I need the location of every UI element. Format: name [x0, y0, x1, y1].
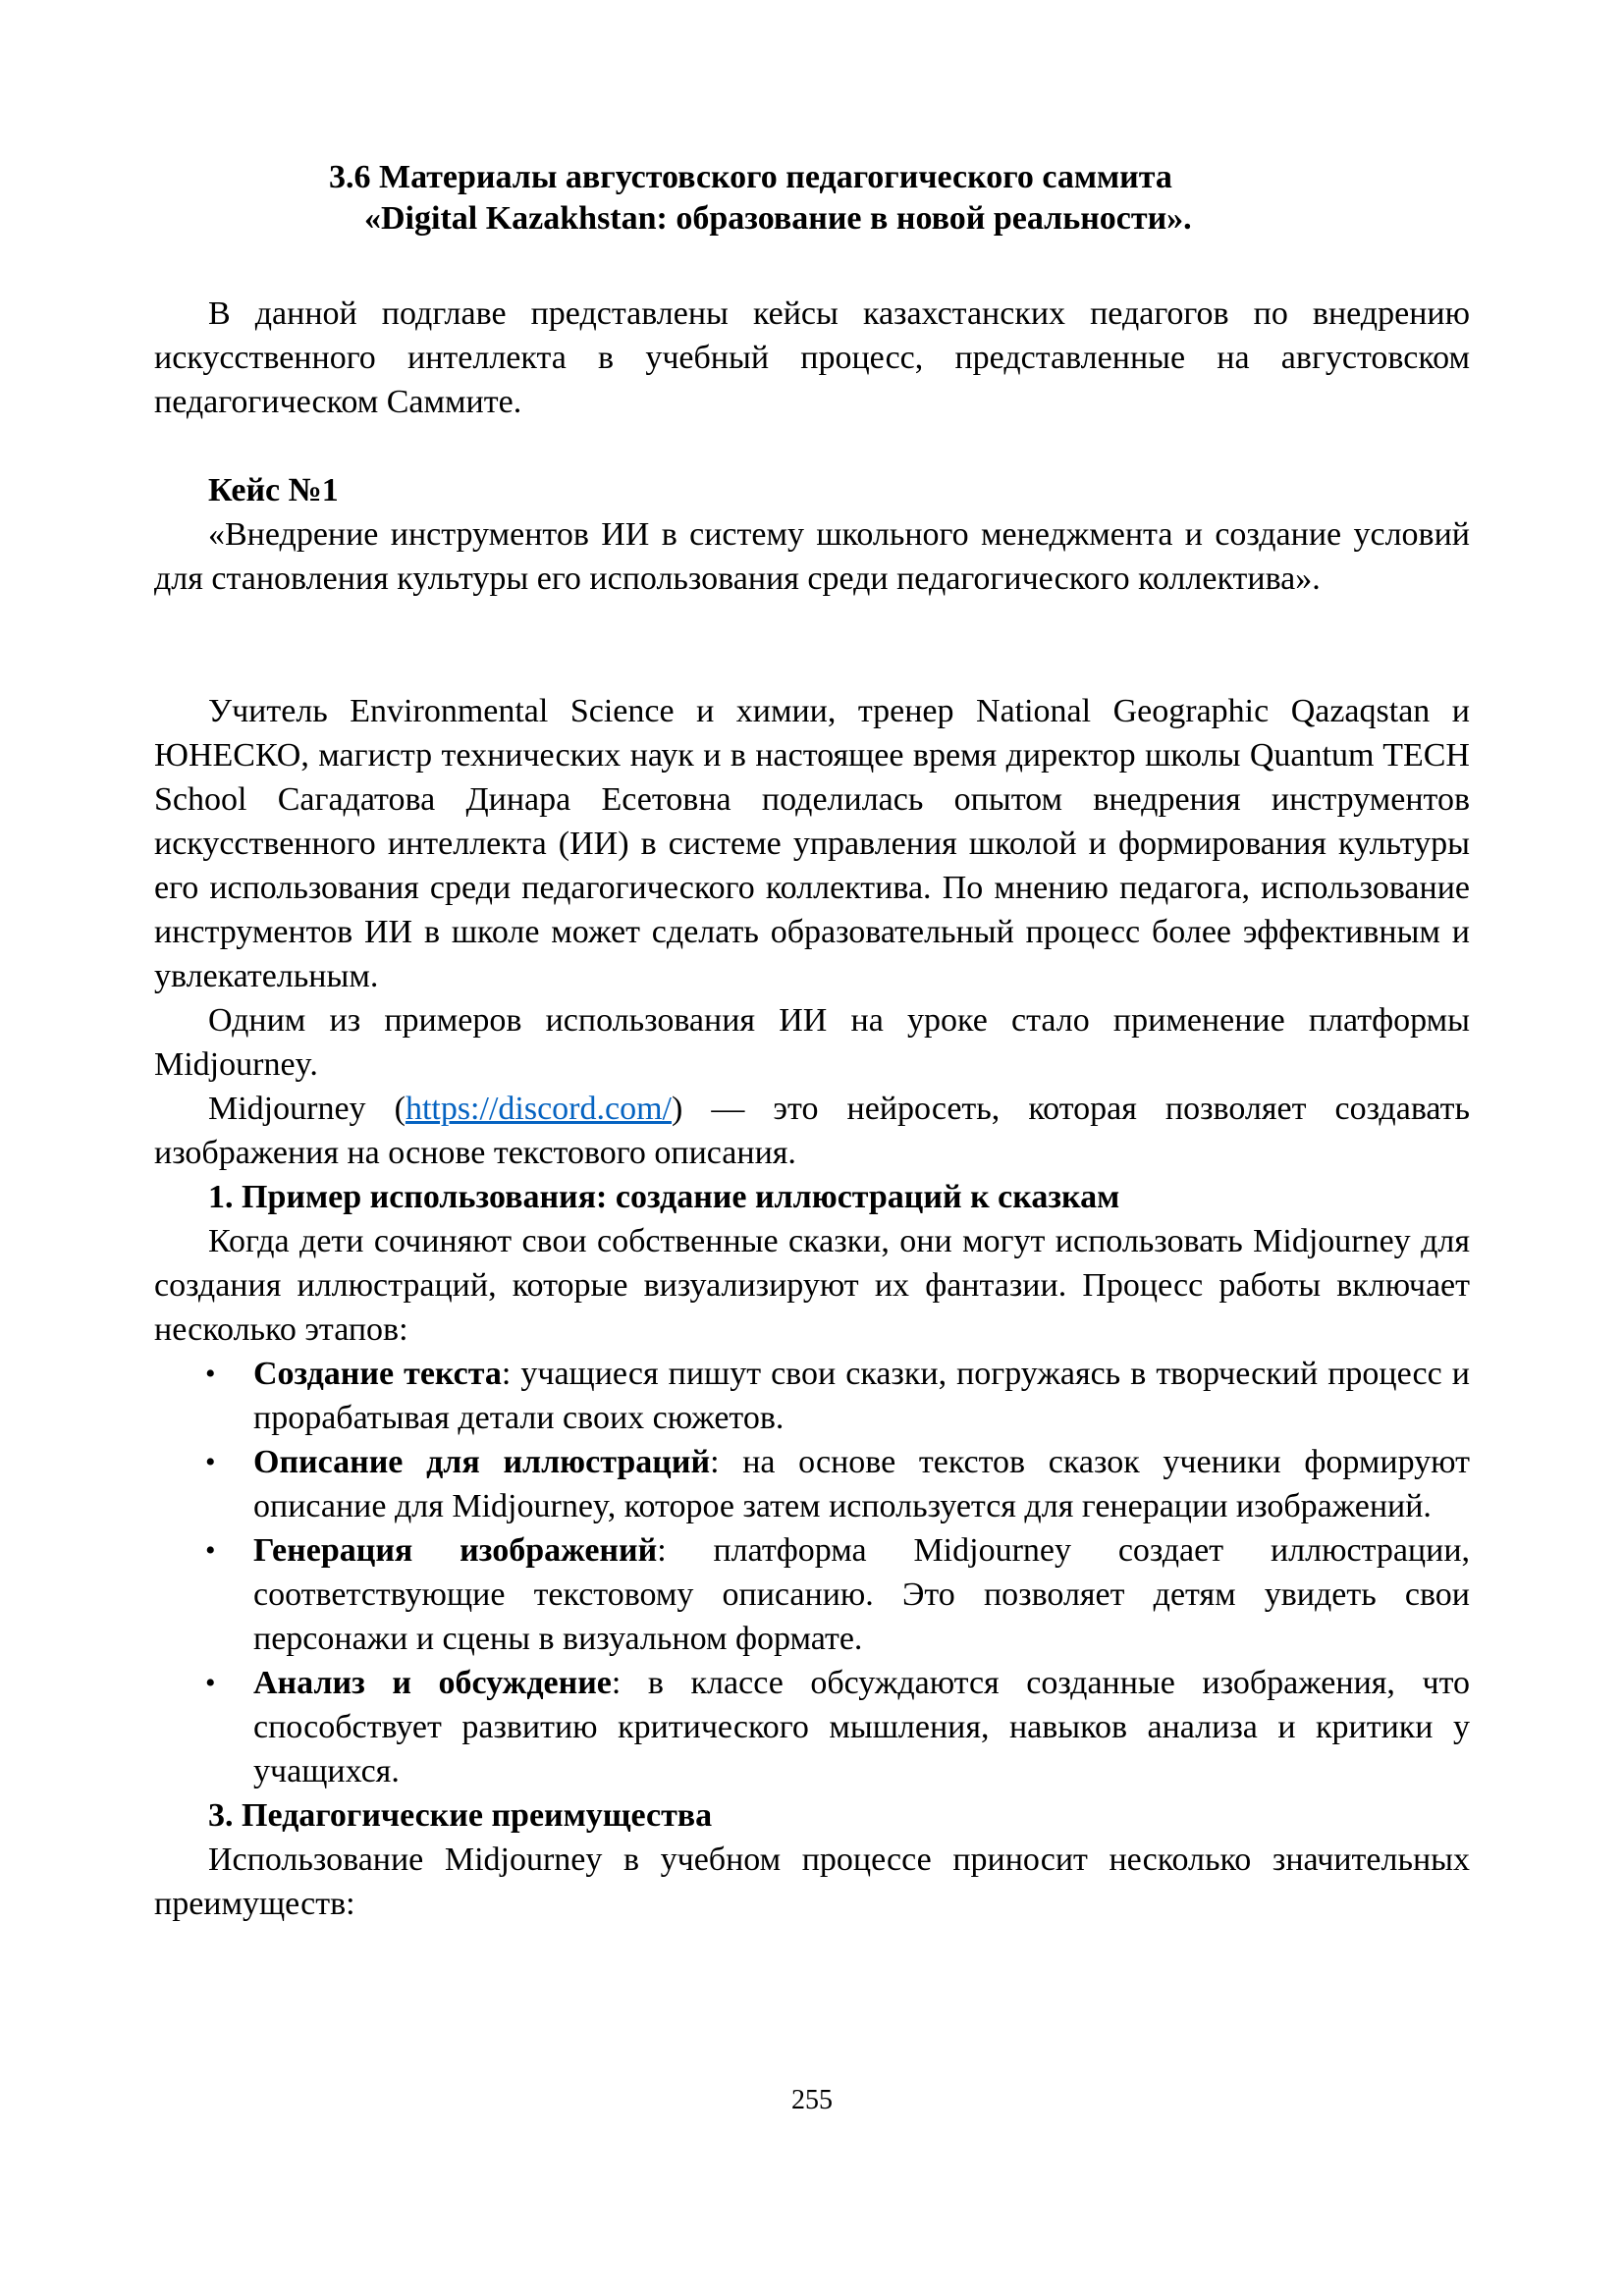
steps-list — [154, 1352, 1470, 1793]
case1-body-block — [154, 689, 1470, 1926]
list-item-text: : в классе обсуждаются созданные изображения, что способствует развитию критического мышления, навыков анализа и критики у учащихся. — [253, 1665, 1470, 1789]
list-item-text: : учащиеся пишут свои сказки, погружаясь в творческий процесс и прорабатывая детали своих сюжетов. — [253, 1356, 1470, 1436]
list-item-term: Создание текста — [253, 1356, 502, 1392]
example-intro-paragraph: Одним из примеров использования ИИ на уроке стало применение платформы Midjourney. — [154, 1002, 1470, 1083]
case-topic: «Внедрение инструментов ИИ в систему школьного менеджмента и создание условий для становления культуры его использования среди педагогического коллектива». — [154, 516, 1470, 597]
section-title — [154, 157, 1470, 240]
subsection3-heading: 3. Педагогические преимущества — [208, 1797, 713, 1834]
list-item-term: Генерация изображений — [253, 1532, 658, 1569]
page-number: 255 — [791, 2085, 833, 2115]
bio-paragraph: Учитель Environmental Science и химии, тренер National Geographic Qazaqstan и ЮНЕСКО, магистр технических наук и в настоящее время директор школы Quantum TECH School Сагадатова Динара Есетовна поделилась опытом внедрения инструментов искусственного интеллекта (ИИ) в системе управления школой и формирования культуры его использования среди педагогического коллектива. По мнению педагога, использование инструментов ИИ в школе может сделать образовательный процесс более эффективным и увлекательным. — [154, 693, 1470, 994]
section-title-line1: 3.6 Материалы августовского педагогического саммита — [329, 159, 1172, 195]
list-item-term: Описание для иллюстраций — [253, 1444, 711, 1480]
subsection3-paragraph: Использование Midjourney в учебном процессе приносит несколько значительных преимуществ: — [154, 1842, 1470, 1922]
list-item — [154, 1352, 1470, 1440]
midjourney-definition — [154, 1087, 1470, 1175]
list-item-term: Анализ и обсуждение — [253, 1665, 612, 1701]
midjourney-def-suffix: ) — это нейросеть, которая позволяет создавать изображения на основе текстового описания. — [154, 1091, 1471, 1171]
bullet-dot-icon: • — [205, 1446, 216, 1478]
bullet-dot-icon: • — [205, 1667, 216, 1699]
section-title-line2: «Digital Kazakhstan: образование в новой реальности». — [364, 200, 1192, 237]
list-item — [154, 1440, 1470, 1528]
case-heading: Кейс №1 — [208, 472, 339, 508]
bullet-dot-icon: • — [205, 1358, 216, 1390]
list-item — [154, 1528, 1470, 1661]
subsection1-paragraph: Когда дети сочиняют свои собственные сказки, они могут использовать Midjourney для создания иллюстраций, которые визуализируют их фантазии. Процесс работы включает несколько этапов: — [154, 1223, 1470, 1348]
discord-link[interactable]: https://discord.com/ — [405, 1091, 672, 1127]
intro-paragraph: В данной подглаве представлены кейсы казахстанских педагогов по внедрению искусственного интеллекта в учебный процесс, представленные на августовском педагогическом Саммите. — [154, 295, 1470, 420]
subsection1-heading: 1. Пример использования: создание иллюстраций к сказкам — [208, 1179, 1120, 1215]
list-item — [154, 1661, 1470, 1793]
list-item-text: : платформа Midjourney создает иллюстрации, соответствующие текстовому описанию. Это позволяет детям увидеть свои персонажи и сцены в визуальном формате. — [253, 1532, 1471, 1657]
intro-block — [154, 292, 1470, 424]
list-item-text: : на основе текстов сказок ученики формируют описание для Midjourney, которое затем используется для генерации изображений. — [253, 1444, 1470, 1524]
bullet-dot-icon: • — [205, 1534, 216, 1567]
case1-header-block — [154, 468, 1470, 601]
midjourney-def-prefix: Midjourney ( — [208, 1091, 406, 1127]
